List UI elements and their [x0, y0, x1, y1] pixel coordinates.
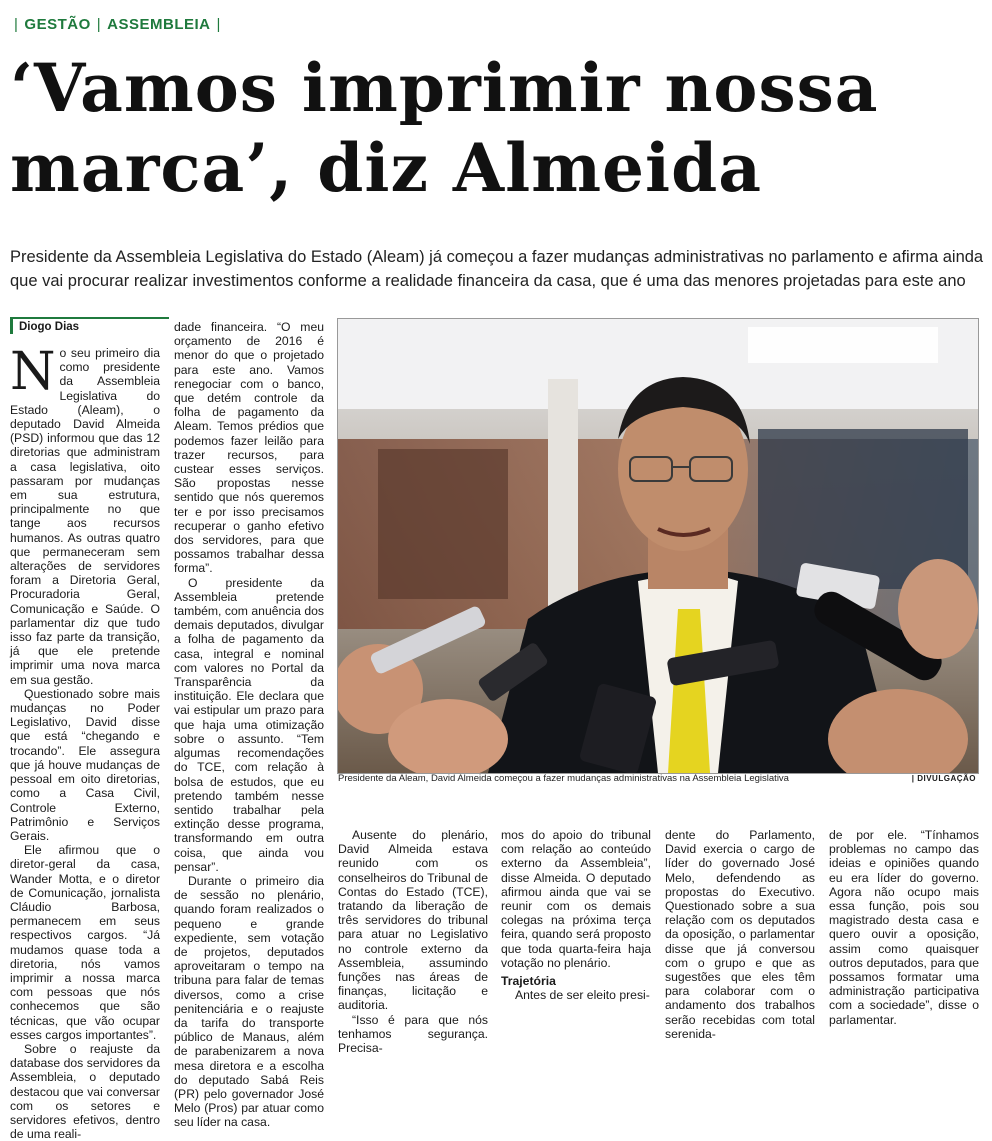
- byline: Diogo Dias: [10, 317, 169, 334]
- paragraph: dente do Parlamento, David exercia o cargo de líder do governado José Melo, defendendo as propostas do Executivo. Questionado sobre a sua relação com os deputados da oposição, o parlamentar disse que já conversou com o grupo e que as sugestões que eles têm para colaborar com o andamento dos trabalhos serão recebidas com total serenida-: [665, 828, 815, 1041]
- section-divider: |: [96, 15, 102, 33]
- paragraph: Ele afirmou que o diretor-geral da casa, Wander Motta, e o diretor de Comunicação, jornalista Cláudio Barbosa, permanecem em seus respectivos cargos. “Já mudamos quase toda a diretoria, nós vamos imprimir a nossa marca com pessoas que nós conhecemos que são técnicas, que vão ocupar esses cargos importantes”.: [10, 843, 160, 1042]
- paragraph: Questionado sobre mais mudanças no Poder Legislativo, David disse que está “chegando e trocando”. Ele assegura que já houve mudanças de pessoal em oito diretorias, como a Casa Civil, Controle Externo, Patrimônio e Serviços Gerais.: [10, 686, 160, 843]
- section-divider: |: [14, 15, 19, 33]
- paragraph: Ausente do plenário, David Almeida estava reunido com os conselheiros do Tribunal de Contas do Estado (TCE), tratando da liberação de três servidores do tribunal para atuar no Legislativo no controle externo da Assembleia, assumindo funções nas áreas de finanças, licitação e auditoria.: [338, 828, 488, 1013]
- paragraph: Sobre o reajuste da database dos servidores da Assembleia, o deputado destacou que vai conversar com os setores e servidores efetivos, dentro de uma reali-: [10, 1041, 160, 1141]
- article-column-1: [10, 342, 160, 1141]
- article-photo: [337, 318, 979, 774]
- subheading: Trajetória: [501, 974, 556, 989]
- photo-caption: Presidente da Aleam, David Almeida começou a fazer mudanças administrativas na Assembleia Legislativa: [338, 773, 789, 784]
- paragraph: dade financeira. “O meu orçamento de 2016 é menor do que o projetado para este ano. Vamos renegociar com o banco, que detém controle da folha de pagamento da Aleam. Temos prédios que podemos fazer leilão para trazer recursos, para custear esses serviços. São propostas nesse sentido que nós queremos ter e por isso precisamos recuperar o ganho efetivo dos servidores, para que possamos trabalhar dessa forma”.: [174, 320, 324, 576]
- headline: [10, 48, 985, 208]
- paragraph: mos do apoio do tribunal com relação ao conteúdo externo da Assembleia”, disse Almeida. O deputado afirmou ainda que vai se reunir com os demais colegas na próxima terça feira, quando será proposto que toda quarta-feira haja votação no plenário.: [501, 828, 651, 970]
- paragraph: Antes de ser eleito presi-: [515, 988, 650, 1003]
- photo-credit: | DIVULGAÇÃO: [911, 774, 976, 783]
- drop-cap: N: [10, 342, 56, 402]
- deck-subtitle: Presidente da Assembleia Legislativa do Estado (Aleam) já começou a fazer mudanças administrativas no parlamento e afirma ainda que vai procurar realizar investimentos conforme a realidade financeira da casa, que é uma das menores projetadas para este ano: [10, 248, 984, 290]
- article-column-6: [829, 828, 979, 1027]
- article-column-3: [338, 828, 488, 1056]
- article-column-4: [501, 828, 651, 1003]
- paragraph: No seu primeiro dia como presidente da Assembleia Legislativa do Estado (Aleam), o deputado David Almeida (PSD) informou que das 12 diretorias que administram a casa legislativa, oito passaram por mudanças em sua estrutura, principalmente no que tange aos recursos humanos. As outras quatro que permaneceram sem alterações de servidores foram a Diretoria Geral, Procuradoria Geral, Comunicação e Saúde. O parlamentar diz que tudo isso faz parte da transição, já que ele pretende imprimir uma nova marca em sua gestão.: [10, 342, 160, 687]
- headline-line-1: ‘Vamos imprimir nossa: [10, 49, 879, 127]
- section-label: GESTÃO: [24, 15, 91, 33]
- section-divider: |: [216, 15, 221, 33]
- paragraph: de por ele. “Tínhamos problemas no campo das ideias e opiniões quando eu era líder do governo. Agora não ocupo mais essa função, pois sou magistrado desta casa e quero ouvir a oposição, assim como quaisquer outros deputados, para que possamos formatar uma administração participativa com a sociedade”, disse o parlamentar.: [829, 828, 979, 1027]
- paragraph: Durante o primeiro dia de sessão no plenário, quando foram realizados o pequeno e grande expediente, sem votação de projetos, deputados aproveitaram o tempo na tribuna para falar de temas diversos, como a crise penitenciária e o reajuste da tarifa do transporte público de Manaus, além de parabenizarem a nova mesa diretora e a escolha do deputado Sabá Reis (PR) pelo governador José Melo (Pros) par atuar como seu líder na casa.: [174, 873, 324, 1130]
- article-column-5: [665, 828, 815, 1041]
- section-header: [8, 10, 227, 38]
- photo-illustration: [338, 319, 978, 773]
- headline-line-2: marca’, diz Almeida: [10, 129, 763, 207]
- paragraph: O presidente da Assembleia pretende também, com anuência dos demais deputados, divulgar a folha de pagamento da casa, integral e nominal com valores no Portal da Transparência da instituição. Ele declara que vai estipular um prazo para que haja uma otimização sobre o assunto. “Tem algumas recomendações do TCE, com relação à bolsa de estudos, que eu pretendo também nesse sentido trabalhar pela extinção desse programa, transformando em outra coisa, que ainda vou pensar”.: [174, 575, 324, 874]
- article-column-2: [174, 320, 324, 1130]
- subsection-label: ASSEMBLEIA: [107, 15, 211, 33]
- paragraph: “Isso é para que nós tenhamos segurança. Precisa-: [338, 1012, 488, 1056]
